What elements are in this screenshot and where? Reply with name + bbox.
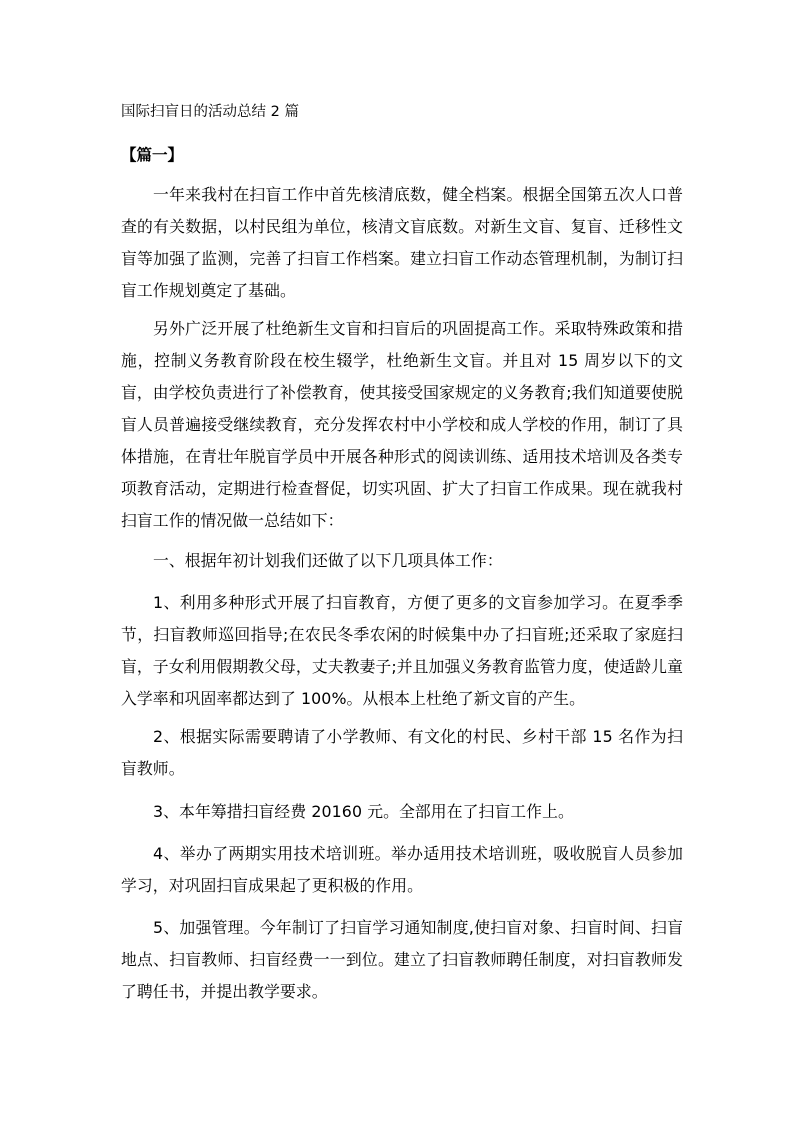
paragraph-1: 一年来我村在扫盲工作中首先核清底数，健全档案。根据全国第五次人口普查的有关数据，以村民组为单位，核清文盲底数。对新生文盲、复盲、迁移性文盲等加强了监测，完善了扫盲工作档案。建立扫盲工作动态管理机制，为制订扫盲工作规划奠定了基础。 bbox=[121, 185, 683, 300]
paragraph-6: 3、本年筹措扫盲经费 20160 元。全部用在了扫盲工作上。 bbox=[153, 802, 574, 821]
paragraph-3: 一、根据年初计划我们还做了以下几项具体工作： bbox=[153, 551, 503, 570]
paragraph-8: 5、加强管理。今年制订了扫盲学习通知制度,使扫盲对象、扫盲时间、扫盲地点、扫盲教师、扫盲经费一一到位。建立了扫盲教师聘任制度，对扫盲教师发了聘任书，并提出教学要求。 bbox=[121, 918, 683, 1001]
paragraph-5: 2、根据实际需要聘请了小学教师、有文化的村民、乡村干部 15 名作为扫盲教师。 bbox=[121, 727, 683, 778]
section-heading: 【篇一】 bbox=[121, 146, 184, 164]
document-title: 国际扫盲日的活动总结 2 篇 bbox=[121, 104, 299, 120]
paragraph-4: 1、利用多种形式开展了扫盲教育，方便了更多的文盲参加学习。在夏季季节，扫盲教师巡回指导;在农民冬季农闲的时候集中办了扫盲班;还采取了家庭扫盲，子女利用假期教父母，丈夫教妻子;并且加强义务教育监管力度，使适龄儿童入学率和巩固率都达到了 100%。从根本上杜绝了新文盲的产生。 bbox=[121, 593, 683, 708]
paragraph-7: 4、举办了两期实用技术培训班。举办适用技术培训班，吸收脱盲人员参加学习，对巩固扫盲成果起了更积极的作用。 bbox=[121, 844, 683, 895]
paragraph-2: 另外广泛开展了杜绝新生文盲和扫盲后的巩固提高工作。采取特殊政策和措施，控制义务教育阶段在校生辍学，杜绝新生文盲。并且对 15 周岁以下的文盲，由学校负责进行了补偿教育，使其接受国家规定的义务教育;我们知道要使脱盲人员普遍接受继续教育，充分发挥农村中小学校和成人学校的作用，制订了具体措施，在青壮年脱盲学员中开展各种形式的阅读训练、适用技术培训及各类专项教育活动，定期进行检查督促，切实巩固、扩大了扫盲工作成果。现在就我村扫盲工作的情况做一总结如下： bbox=[121, 319, 683, 530]
